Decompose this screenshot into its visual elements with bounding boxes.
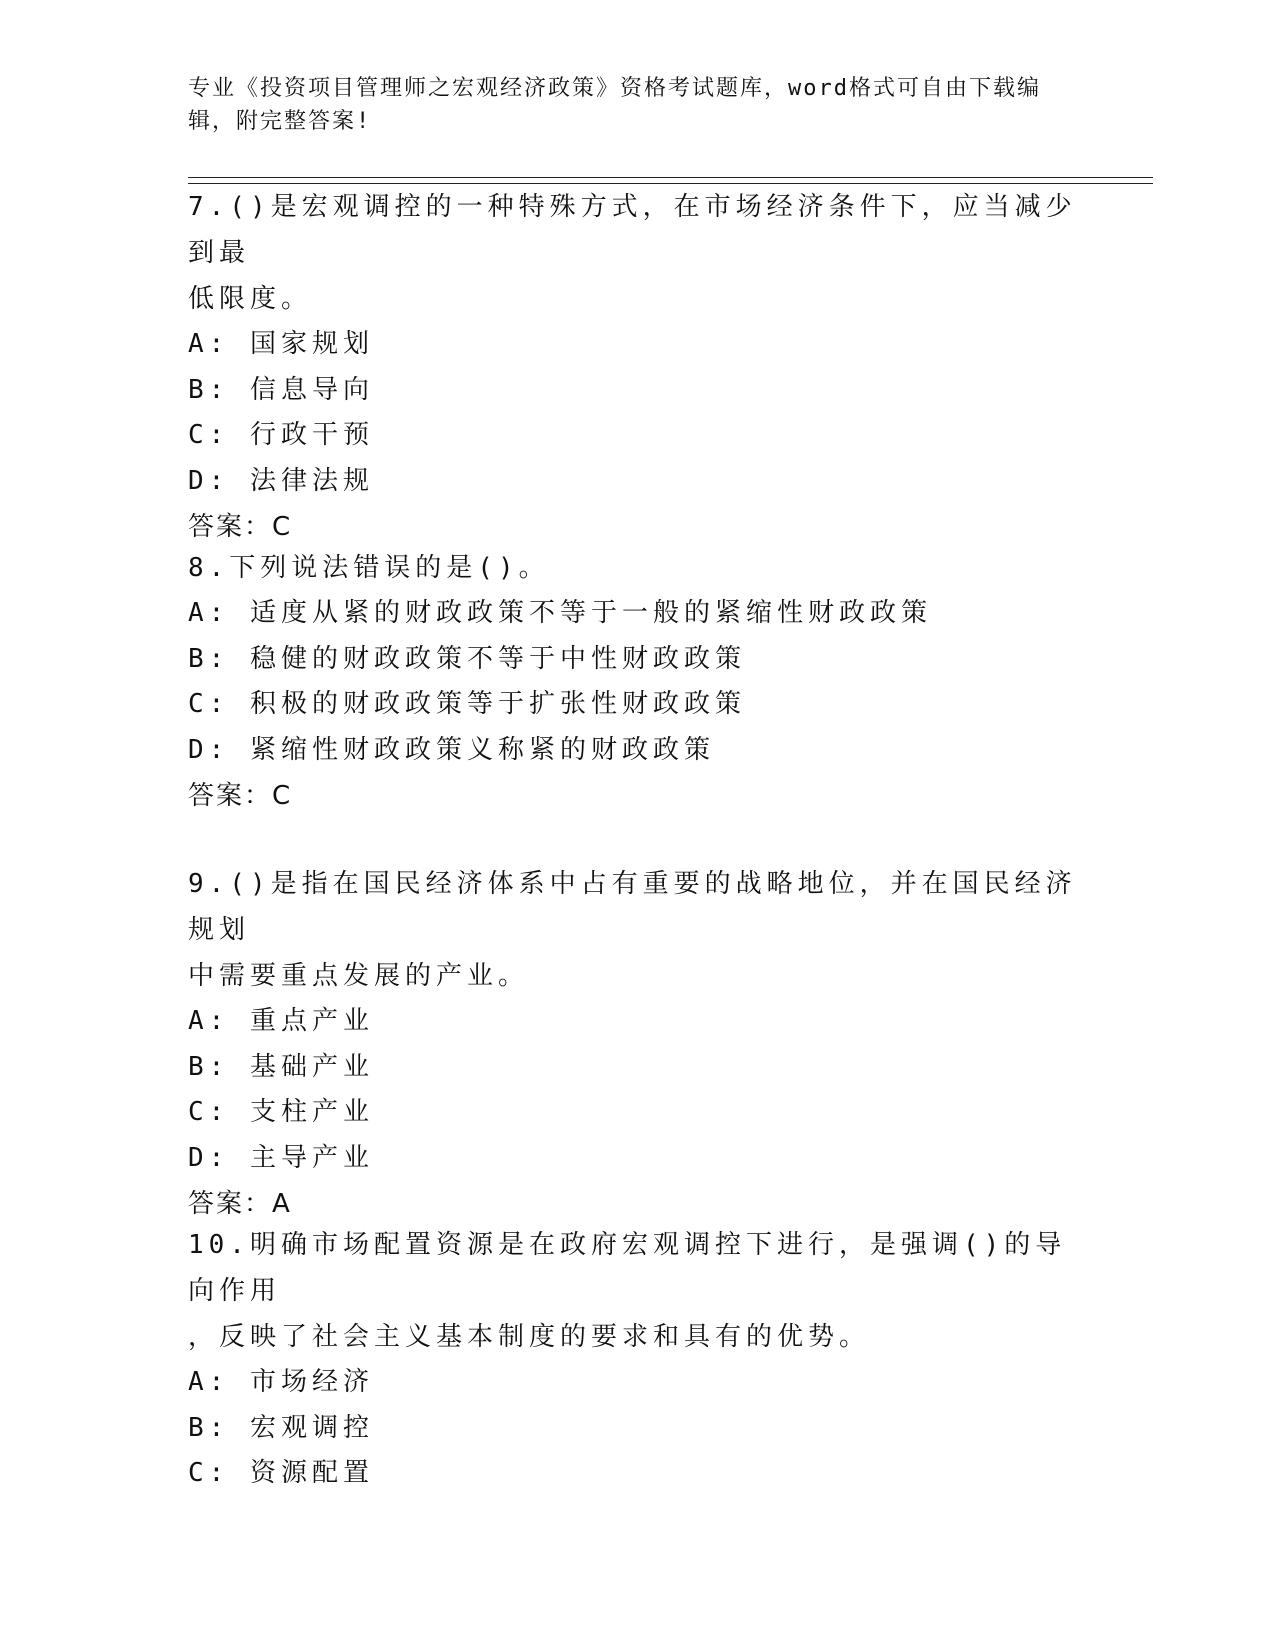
question-stem-line-2: 低限度。 [188,284,313,314]
answer: 答案：C [188,512,293,543]
question-9 [188,861,1088,1227]
answer: 答案：A [188,1189,292,1220]
question-stem-line-1: 7.()是宏观调控的一种特殊方式，在市场经济条件下，应当减少到最 [188,192,1077,268]
option-b: B: 宏观调控 [188,1412,374,1443]
option-d: D: 紧缩性财政政策义称紧的财政政策 [188,734,715,765]
option-d: D: 主导产业 [188,1142,374,1173]
question-stem [188,861,1088,999]
question-stem [188,184,1088,322]
question-stem [188,545,1088,591]
header-divider-top [188,177,1153,178]
option-c: C: 行政干预 [188,420,374,451]
question-10 [188,1222,1088,1497]
document-header [188,72,1088,138]
option-c: C: 支柱产业 [188,1097,374,1128]
option-c: C: 积极的财政政策等于扩张性财政政策 [188,689,746,720]
option-a: A: 市场经济 [188,1367,374,1397]
option-c: C: 资源配置 [188,1458,374,1489]
option-a: A: 重点产业 [188,1006,374,1036]
option-a: A: 国家规划 [188,329,374,359]
header-line-1: 专业《投资项目管理师之宏观经济政策》资格考试题库，word格式可自由下载编 [188,76,1041,101]
option-a: A: 适度从紧的财政政策不等于一般的紧缩性财政政策 [188,598,932,628]
header-line-2: 辑，附完整答案! [188,109,372,134]
question-stem [188,1222,1088,1360]
answer: 答案：C [188,781,293,812]
option-d: D: 法律法规 [188,465,374,496]
question-stem-line-1: 8.下列说法错误的是()。 [188,553,550,583]
question-stem-line-2: 中需要重点发展的产业。 [188,961,530,991]
question-stem-line-2: ，反映了社会主义基本制度的要求和具有的优势。 [188,1322,871,1352]
option-b: B: 基础产业 [188,1051,374,1082]
question-8 [188,545,1088,819]
option-b: B: 稳健的财政政策不等于中性财政政策 [188,643,746,674]
question-7 [188,184,1088,550]
question-stem-line-1: 10.明确市场配置资源是在政府宏观调控下进行，是强调()的导向作用 [188,1230,1067,1306]
option-b: B: 信息导向 [188,374,374,405]
question-stem-line-1: 9.()是指在国民经济体系中占有重要的战略地位，并在国民经济规划 [188,869,1077,945]
